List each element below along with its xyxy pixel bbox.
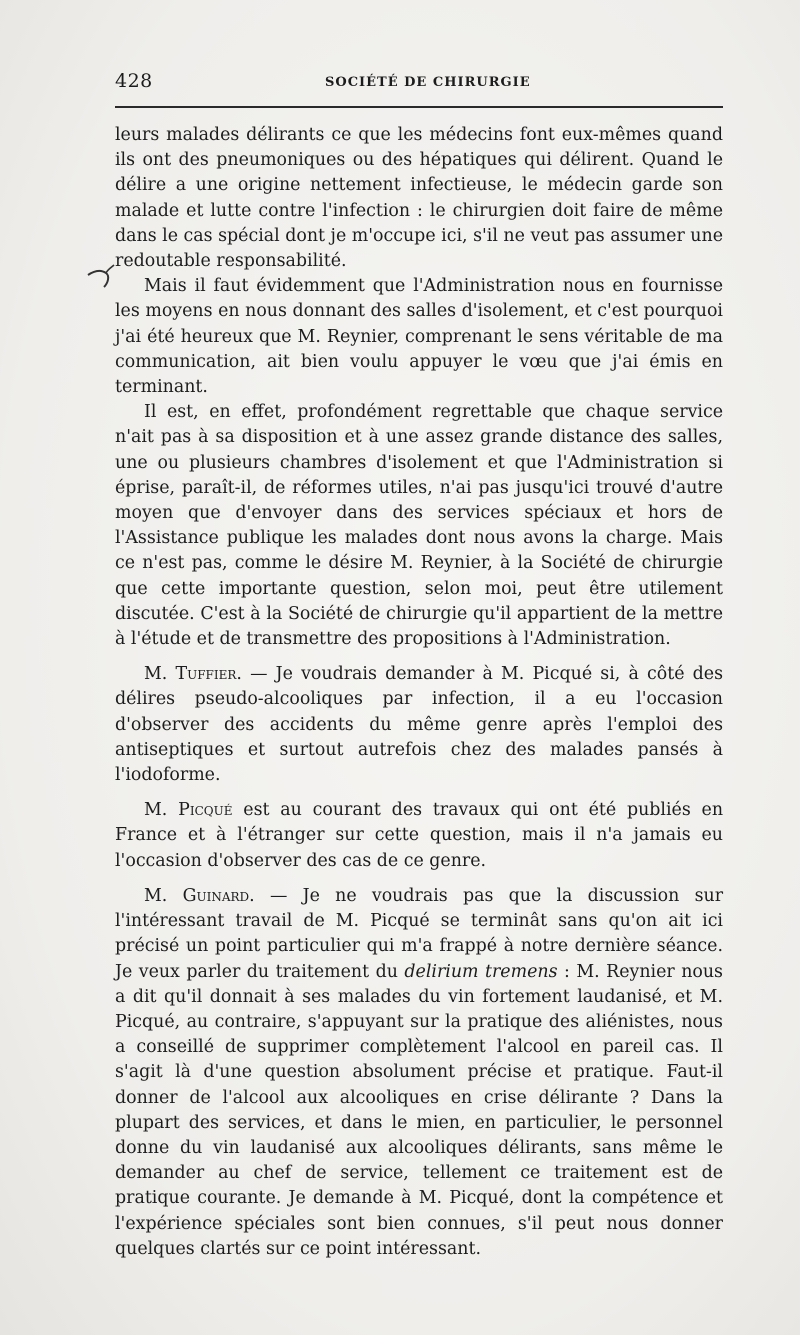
paragraph: Mais il faut évidemment que l'Administration nous en fournisse les moyens en nous donnant des salles d'isolement, et c'est pourquoi j'ai été heureux que M. Reynier, comprenant le sens véritable de ma communication, ait bien voulu appuyer le vœu que j'ai émis en terminant. [115, 276, 723, 398]
speech-text-before: — Je ne voudrais pas que la discussion sur l'intéressant travail de M. Picqué se terminât sans qu'on ait ici précisé un point particulier qui m'a frappé à notre dernière séance. Je veux parler du traitement du [115, 885, 724, 982]
speech-tuffier [115, 662, 723, 788]
speaker-name: Guinard. [182, 885, 255, 906]
header-rule [115, 106, 723, 108]
speaker-name: Picqué [178, 800, 233, 821]
speech-text: est au courant des travaux qui ont été publiés en France et à l'étranger sur cette question, mais il n'a jamais eu l'occasion d'observer des cas de ce genre. [115, 800, 724, 871]
paragraph: Il est, en effet, profondément regrettable que chaque service n'ait pas à sa disposition et à une assez grande distance des salles, une ou plusieurs chambres d'isolement et que l'Administration si éprise, paraît-il, de réformes utiles, n'ai pas jusqu'ici trouvé d'autre moyen que d'envoyer dans des services spéciaux et hors de l'Assistance publique les malades dont nous avons la charge. Mais ce n'est pas, comme le désire M. Reynier, à la Société de chirurgie que cette importante question, selon moi, peut être utilement discutée. C'est à la Société de chirurgie qu'il appartient de la mettre à l'étude et de transmettre des propositions à l'Administration. [115, 402, 723, 650]
speech-italic-term: delirium tremens [404, 961, 558, 982]
page-header [115, 70, 725, 98]
speech-text-after: : M. Reynier nous a dit qu'il donnait à ses malades du vin fortement laudanisé, et M. Picqué, au contraire, s'appuyant sur la pratique des aliénistes, nous a conseillé de supprimer complètement l'alcool en pareil cas. Il s'agit là d'une question absolument précise et pratique. Faut-il donner de l'alcool aux alcooliques en crise délirante ? Dans la plupart des services, et dans le mien, en particulier, le personnel donne du vin laudanisé aux alcooliques délirants, sans même le demander au chef de service, tellement ce traitement est de pratique courante. Je demande à M. Picqué, dont la compétence et l'expérience spéciales sont bien connues, s'il peut nous donner quelques clartés sur ce point intéressant. [115, 961, 723, 1259]
running-title: SOCIÉTÉ DE CHIRURGIE [325, 75, 531, 90]
ink-mark [84, 253, 118, 293]
page-number: 428 [115, 70, 153, 92]
speaker-prefix: M. [144, 885, 168, 906]
speaker-name: Tuffier. [175, 664, 242, 685]
speech-picque [115, 798, 723, 874]
speech-guinard [115, 884, 723, 1262]
speech-text: — Je voudrais demander à M. Picqué si, à côté des délires pseudo-alcooliques par infection, il a eu l'occasion d'observer des accidents du même genre après l'emploi des antiseptiques et surtout autrefois chez des malades pansés à l'iodoforme. [115, 664, 723, 786]
paragraph: leurs malades délirants ce que les médecins font eux-mêmes quand ils ont des pneumoniques ou des hépatiques qui délirent. Quand le délire a une origine nettement infectieuse, le médecin garde son malade et lutte contre l'infection : le chirurgien doit faire de même dans le cas spécial dont je m'occupe ici, s'il ne veut pas assumer une redoutable responsabilité. [115, 125, 723, 272]
speaker-prefix: M. [144, 800, 168, 821]
speaker-prefix: M. [144, 664, 168, 685]
body-text [115, 123, 723, 1262]
